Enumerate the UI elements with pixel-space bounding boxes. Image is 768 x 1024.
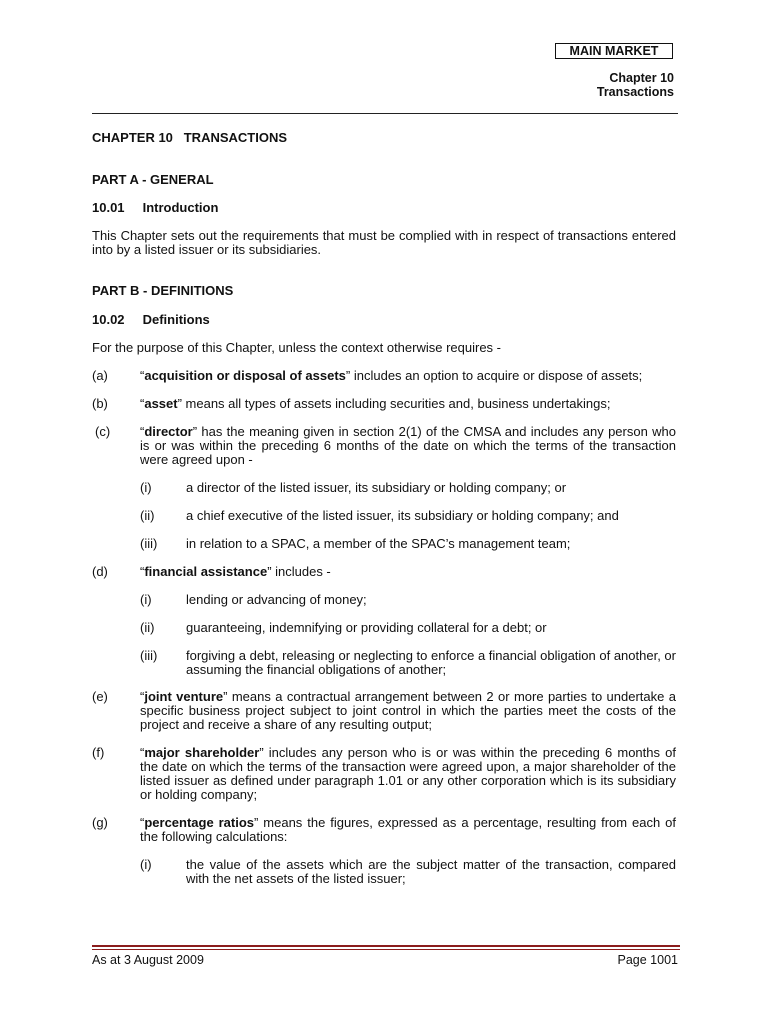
def-e: “joint venture” means a contractual arrangement between 2 or more parties to undertake a specific business project subject to joint control in which the parties meet the costs of the project and receive a share of any resulting output; [140,689,676,732]
def-d-sub-ii-label: (ii) [140,620,155,635]
def-c-sub-ii-label: (ii) [140,508,155,523]
header-chapter-title: Transactions [596,85,674,99]
def-f-term: major shareholder [144,745,260,760]
def-b-term: asset [144,396,178,411]
def-g-sub-i: the value of the assets which are the subject matter of the transaction, compared with the net assets of the listed issuer; [186,857,676,886]
def-c-label: (c) [95,424,111,439]
def-g-label: (g) [92,815,108,830]
def-c-sub-i-label: (i) [140,480,152,495]
def-g-term: percentage ratios [144,815,255,830]
section-10-02-heading: 10.02 Definitions [92,312,210,327]
def-d-sub-ii: guaranteeing, indemnifying or providing collateral for a debt; or [186,620,547,635]
def-b: “asset” means all types of assets including securities and, business undertakings; [140,396,611,411]
market-badge: MAIN MARKET [555,43,673,59]
footer-rule-thin [92,949,680,950]
def-g-sub-i-label: (i) [140,857,152,872]
section-10-01-heading: 10.01 Introduction [92,200,219,215]
def-a: “acquisition or disposal of assets” includes an option to acquire or dispose of assets; [140,368,643,383]
header-rule [92,113,678,114]
footer-rule-thick [92,945,680,947]
def-a-term: acquisition or disposal of assets [144,368,346,383]
def-d-label: (d) [92,564,108,579]
chapter-title: CHAPTER 10 TRANSACTIONS [92,130,288,145]
def-g: “percentage ratios” means the figures, expressed as a percentage, resulting from each of the following calculations: [140,815,676,844]
def-b-label: (b) [92,396,108,411]
def-d-sub-iii-label: (iii) [140,648,158,663]
def-d-sub-i: lending or advancing of money; [186,592,367,607]
def-c-sub-iii: in relation to a SPAC, a member of the SPAC’s management team; [186,536,571,551]
def-c-term: director [144,424,193,439]
def-e-term: joint venture [144,689,224,704]
introduction-paragraph: This Chapter sets out the requirements that must be complied with in respect of transactions entered into by a listed issuer or its subsidiaries. [92,228,676,257]
footer-date: As at 3 August 2009 [92,953,204,967]
def-d-sub-i-label: (i) [140,592,152,607]
def-d-sub-iii: forgiving a debt, releasing or neglecting to enforce a financial obligation of another, or assuming the financial obligations of another; [186,648,676,677]
def-c: “director” has the meaning given in section 2(1) of the CMSA and includes any person who is or was within the preceding 6 months of the date on which the terms of the transaction were agreed upon - [140,424,676,467]
def-d-term: financial assistance [144,564,268,579]
def-a-label: (a) [92,368,108,383]
def-c-sub-ii: a chief executive of the listed issuer, its subsidiary or holding company; and [186,508,619,523]
def-d: “financial assistance” includes - [140,564,331,579]
def-f: “major shareholder” includes any person who is or was within the preceding 6 months of the date on which the terms of the transaction were agreed upon, a major shareholder of the listed issuer as defined under paragraph 1.01 or any other corporation which is its subsidiary or holding company; [140,745,676,802]
definitions-intro: For the purpose of this Chapter, unless the context otherwise requires - [92,340,501,355]
footer-page-number: Page 1001 [617,953,678,967]
part-b-heading: PART B - DEFINITIONS [92,283,234,298]
def-f-label: (f) [92,745,105,760]
def-c-sub-i: a director of the listed issuer, its subsidiary or holding company; or [186,480,567,495]
def-e-label: (e) [92,689,108,704]
header-chapter: Chapter 10 [609,71,674,85]
part-a-heading: PART A - GENERAL [92,172,214,187]
def-c-sub-iii-label: (iii) [140,536,158,551]
